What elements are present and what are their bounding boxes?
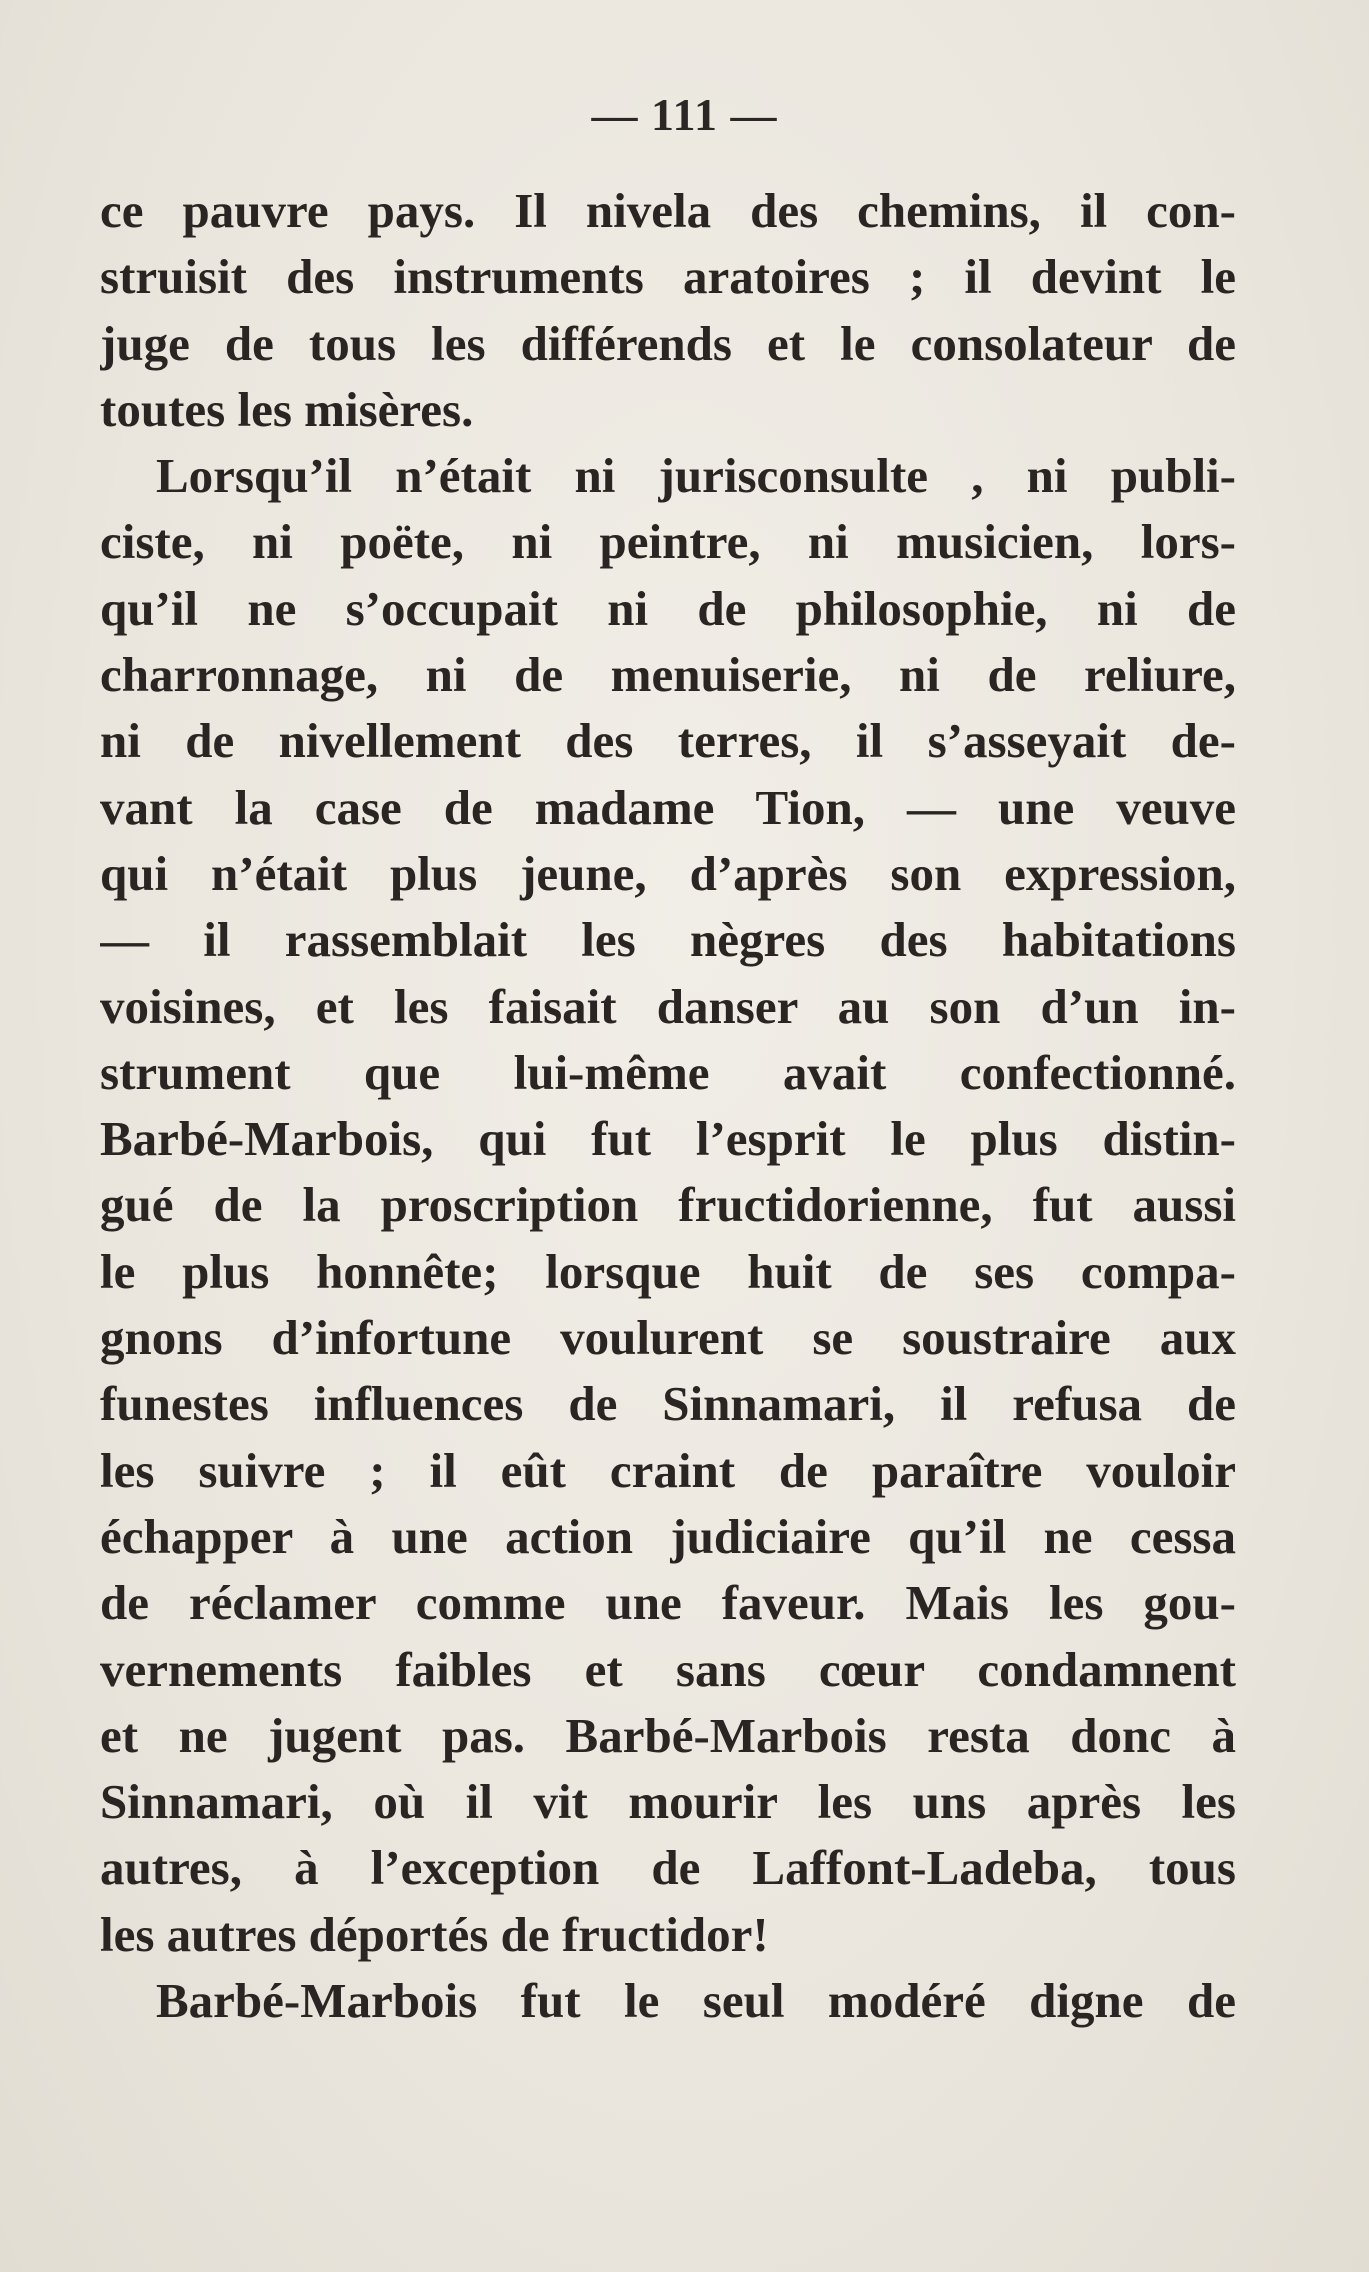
text-line: struisit des instruments aratoires ; il devint le (100, 249, 1236, 305)
text-line: strument que lui-même avait confectionné. (100, 1044, 1236, 1100)
text-line: voisines, et les faisait danser au son d’un in- (100, 978, 1236, 1034)
text-line: échapper à une action judiciaire qu’il ne cessa (100, 1508, 1236, 1564)
text-line: ce pauvre pays. Il nivela des chemins, il con- (100, 183, 1236, 238)
text-line: charronnage, ni de menuiserie, ni de reliure, (100, 647, 1236, 703)
text-line: ni de nivellement des terres, il s’asseyait de- (100, 713, 1236, 769)
text-line: qu’il ne s’occupait ni de philosophie, ni de (100, 580, 1236, 636)
text-line: les suivre ; il eût craint de paraître vouloir (100, 1442, 1236, 1498)
text-line: vant la case de madame Tion, — une veuve (100, 779, 1236, 835)
text-line: Sinnamari, où il vit mourir les uns après les (100, 1774, 1236, 1830)
body-text (100, 178, 1236, 2034)
page-number: — 111 — (591, 89, 778, 140)
text-line: et ne jugent pas. Barbé-Marbois resta donc à (100, 1707, 1236, 1763)
text-line: de réclamer comme une faveur. Mais les gou- (100, 1575, 1236, 1631)
text-line: Lorsqu’il n’était ni jurisconsulte , ni publi- (156, 448, 1236, 504)
text-line: — il rassemblait les nègres des habitations (100, 912, 1236, 968)
text-line: vernements faibles et sans cœur condamnent (100, 1641, 1236, 1697)
text-line: gué de la proscription fructidorienne, fut aussi (100, 1177, 1236, 1233)
text-line: Barbé-Marbois fut le seul modéré digne de (156, 1973, 1236, 2029)
text-line: les autres déportés de fructidor! (100, 1906, 769, 1962)
text-line: autres, à l’exception de Laffont-Ladeba, tous (100, 1840, 1236, 1896)
text-line: ciste, ni poëte, ni peintre, ni musicien, lors- (100, 514, 1236, 570)
text-line: le plus honnête; lorsque huit de ses compa- (100, 1243, 1236, 1299)
text-line: Barbé-Marbois, qui fut l’esprit le plus distin- (100, 1111, 1236, 1167)
text-line: funestes influences de Sinnamari, il refusa de (100, 1376, 1236, 1432)
text-line: juge de tous les différends et le consolateur de (100, 315, 1236, 371)
text-line: qui n’était plus jeune, d’après son expression, (100, 845, 1236, 901)
text-line: toutes les misères. (100, 381, 474, 437)
text-line: gnons d’infortune voulurent se soustraire aux (100, 1310, 1236, 1366)
